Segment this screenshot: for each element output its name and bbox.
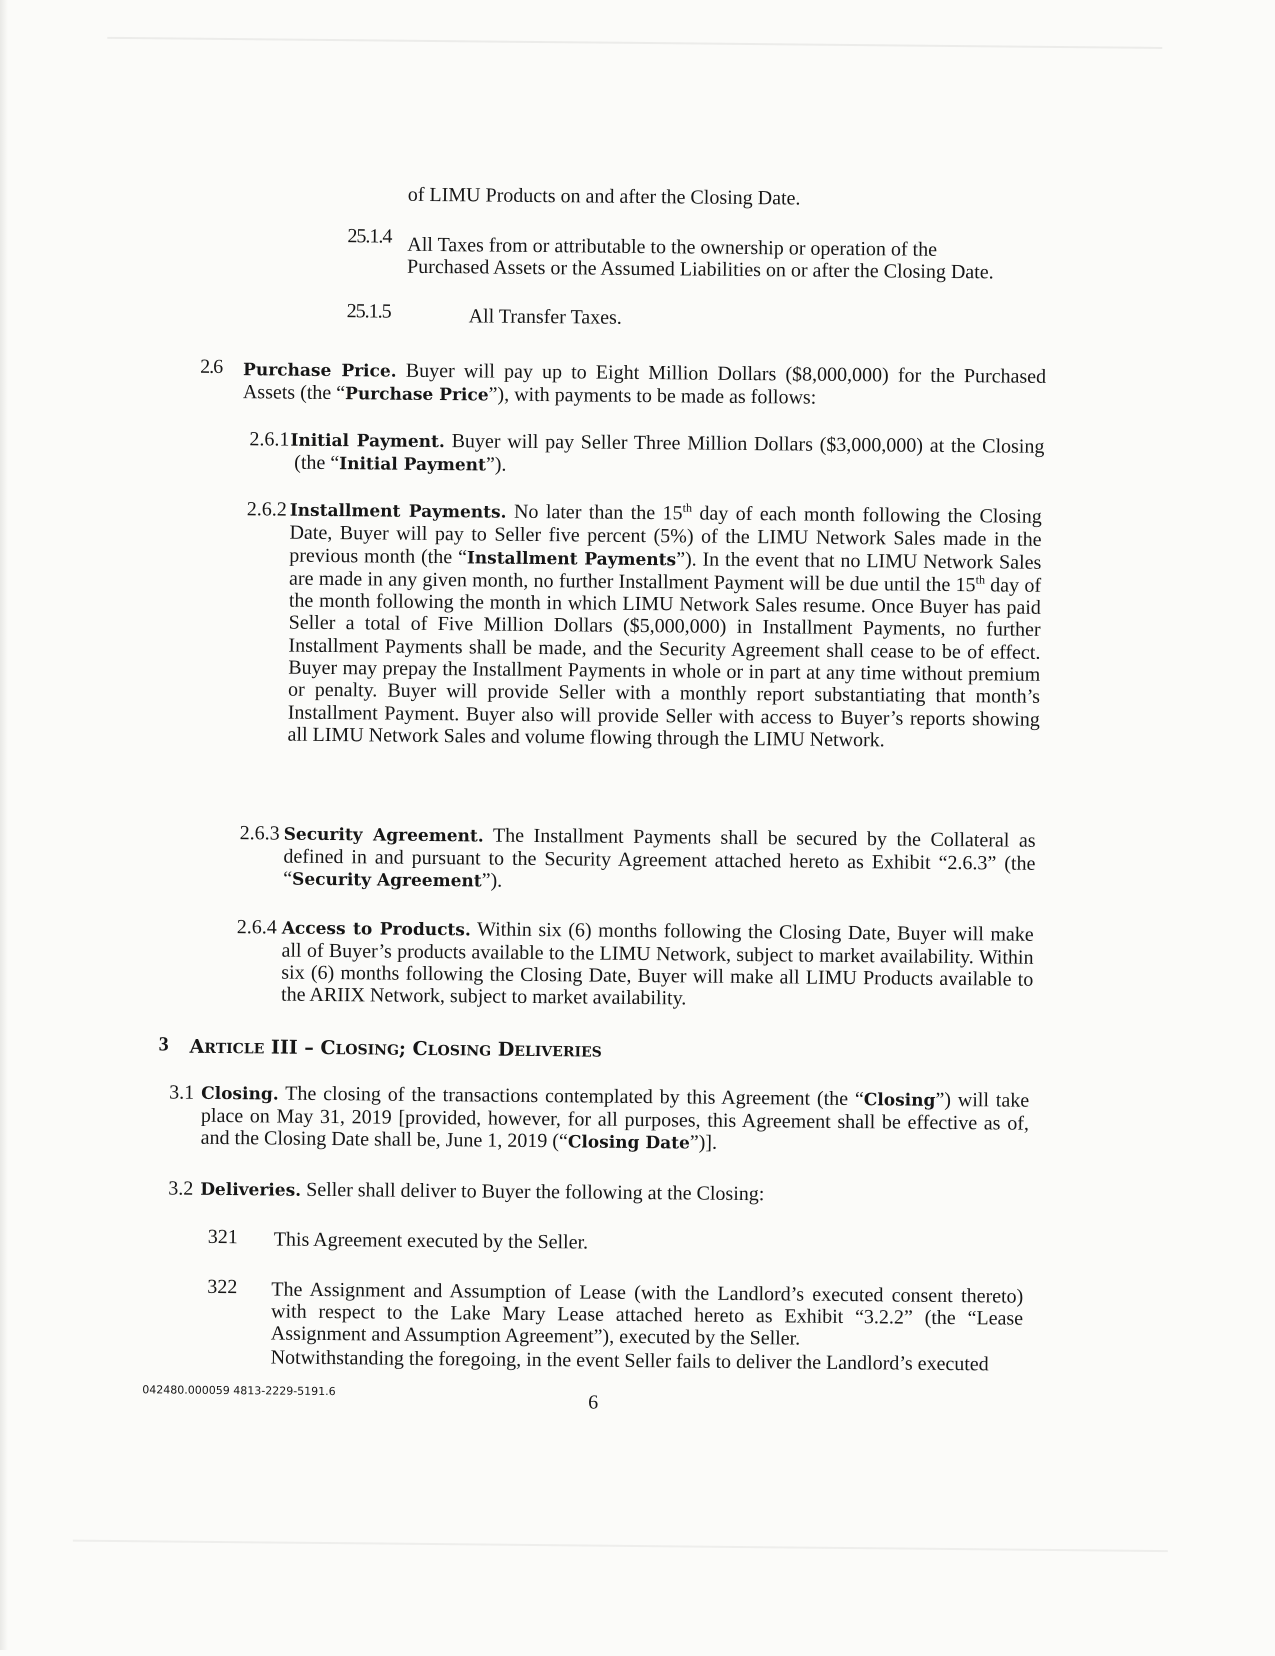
clause-number-262: 2.6.2 [246,498,287,521]
clause-number-31: 3.1 [169,1081,195,1104]
clause-261-initial-payment [290,429,1045,482]
text-261a: Buyer will pay Seller Three Million Dollars ($3,000,000) at the Closing (the “ [294,430,1045,475]
term-installment-payments: Installment Payments [466,547,677,570]
clause-2514-line1: All Taxes from or attributable to the ownership or operation of the [407,233,938,261]
term-initial-payment: Initial Payment [339,454,487,476]
clause-263-security-agreement [283,823,1036,898]
text-262b: day of each month following the Closing Date, Buyer will pay to Seller five percent (5%) of the LIMU Network Sales made in the previous month (the “ [289,502,1042,568]
heading-initial-payment: Initial Payment. [290,430,445,453]
text-262d: day of the month following the month in which LIMU Network Sales resume. Once Buyer has paid Seller a total of Five Million Dollars ($5,000,000) in Installment Payments, no further Installment Payments shall be made, and the Security Agreement shall cease to be of effect. Buyer may prepay the Installment Payments in whole or in part at any time without premium or penalty. Buyer will provide Seller with a monthly report substantiating that month’s Installment Payment. Buyer also will provide Seller with access to Buyer’s reports showing all LIMU Network Sales and volume flowing through the LIMU Network. [287,574,1042,752]
sup-th-1: th [682,500,693,515]
heading-closing: Closing. [201,1083,279,1105]
section-number-26: 2.6 [200,355,223,378]
clause-321-text: This Agreement executed by the Seller. [273,1228,589,1254]
art-C2: C [412,1037,428,1060]
clause-2515-text: All Transfer Taxes. [468,305,622,329]
text-31a: The closing of the transactions contemplated by this Agreement (the “ [285,1082,864,1111]
clause-number-264: 2.6.4 [236,916,277,939]
article-iii-heading [189,1036,789,1066]
art-semi: ; [398,1037,413,1060]
heading-deliveries: Deliveries. [200,1179,302,1201]
clause-2514-line2: Purchased Assets or the Assumed Liabilities on or after the Closing Date. [407,255,994,284]
heading-installment-payments: Installment Payments. [289,500,507,523]
art-A: A [189,1035,205,1058]
art-mid: III – [264,1036,321,1059]
clause-number-321: 321 [207,1225,238,1249]
clause-2513-continuation: of LIMU Products on and after the Closing Date. [407,183,801,210]
clause-number-322: 322 [207,1275,238,1299]
art-rticle: RTICLE [204,1040,265,1058]
page-number: 6 [588,1391,599,1414]
art-C1: C [320,1036,336,1060]
text-263a: The Installment Payments shall be secured by the Collateral as defined in and pursuant to the Security Agreement attached hereto as Exhibit “2.6.3” (the “ [283,824,1036,890]
clause-number-263: 2.6.3 [239,822,280,845]
text-264: Within six (6) months following the Closing Date, Buyer will make all of Buyer’s products available to the LIMU Network, subject to market availability. Within six (6) months following the Closing Date, Buyer will make all LIMU Products available to the ARIIX Network, subject to market availability. [281,918,1034,1010]
term-purchase-price: Purchase Price [344,384,489,406]
clause-32-deliveries [200,1178,960,1208]
heading-access-to-products: Access to Products. [281,918,471,941]
article-number-3: 3 [158,1033,169,1056]
scan-artifact-bottom [73,1540,1168,1553]
clause-number-32: 3.2 [168,1177,194,1200]
text-31c: ”)]. [689,1131,718,1154]
text-262a: No later than the 15 [513,500,683,525]
clause-number-2514: 25.1.4 [347,225,392,248]
clause-322-text: The Assignment and Assumption of Lease (with the Landlord’s executed consent thereto) with respect to the Lake Mary Lease attached hereto as Exhibit “3.2.2” (the “Lease Assignment and Assumption Agreement”), executed by the Seller. [270,1278,1024,1350]
text-263b: ”). [481,869,503,892]
term-closing-date: Closing Date [567,1132,690,1154]
text-32: Seller shall deliver to Buyer the following at the Closing: [306,1178,765,1206]
clause-264-access-to-products [281,917,1034,1013]
heading-security-agreement: Security Agreement. [283,824,484,847]
text-262c: ”). In the event that no LIMU Network Sales are made in any given month, no further Installment Payment will be due until the 15 [289,547,1042,597]
document-id-footer: 042480.000059 4813-2229-5191.6 [142,1383,336,1399]
term-security-agreement: Security Agreement [292,869,482,892]
clause-262-installment-payments [288,499,1042,753]
clause-number-261: 2.6.1 [249,428,290,451]
heading-purchase-price: Purchase Price. [243,360,397,382]
scan-artifact-top [107,37,1162,49]
art-D: D [497,1038,515,1061]
section-26-purchase-price [243,358,1046,412]
clause-322-continuation: Notwithstanding the foregoing, in the event Seller fails to deliver the Landlord’s executed [270,1346,989,1376]
clause-number-2515: 25.1.5 [346,300,391,323]
term-closing: Closing [863,1090,936,1111]
sup-th-2: th [975,572,986,587]
text-26b: ”), with payments to be made as follows: [488,383,817,409]
clause-31-closing [201,1082,1030,1158]
text-261b: ”). [485,453,507,476]
text-26a: Buyer will pay up to Eight Million Dollars ($8,000,000) for the Purchased Assets (the “ [242,359,1047,405]
art-eliveries: ELIVERIES [514,1043,602,1061]
art-losing2: LOSING [427,1042,492,1060]
text-31b: ”) will take place on May 31, 2019 [provided, however, for all purposes, this Agreement shall be effective as of, and the Closing Date shall be, June 1, 2019 (“ [200,1088,1030,1153]
art-losing: LOSING [335,1042,400,1059]
